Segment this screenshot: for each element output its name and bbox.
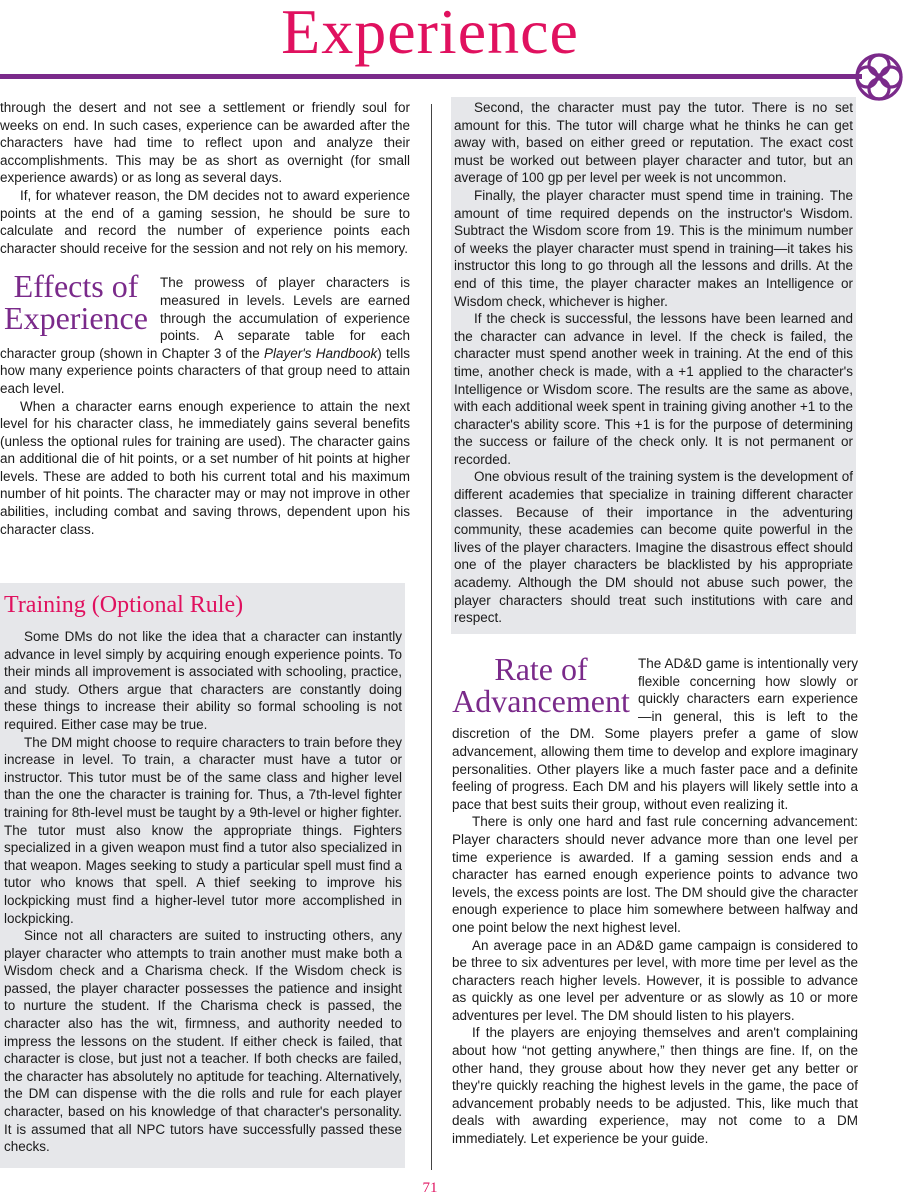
paragraph: There is only one hard and fast rule concerning advancement: Player characters should never advance more than one level per time experience is awarded. If a gaming session ends and a character has earned enough experience points to advance two levels, the excess points are lost. The DM should give the character enough experience to place him somewhere between halfway and one point below the next highest level. — [452, 814, 858, 935]
paragraph: If, for whatever reason, the DM decides not to award experience points at the end of a gaming session, he should be sure to calculate and record the number of experience points each character should receive for the session and not rely on his memory. — [0, 187, 410, 256]
paragraph: The prowess of player characters is measured in levels. Levels are earned through the accumulation of experience points. A separate table for each character group (shown in Chapter 3 of the Player's Handbook) tells how many experience points characters of that group need to attain each level. — [0, 275, 410, 396]
paragraph: If the players are enjoying themselves and aren't complaining about how “not getting anywhere,” then things are fine. If, on the other hand, they grouse about how they never get any better or they're quickly reaching the highest levels in the game, the pace of advancement probably needs to be adjusted. This, like much that deals with awarding experience, may not come to a DM immediately. Let experience be your guide. — [452, 1025, 858, 1147]
paragraph: The DM might choose to require characters to train before they increase in level. To train, a character must have a tutor or instructor. This tutor must be of the same class and higher level than the one the character is training for. Thus, a 7th-level fighter training for 8th-level must be taught by a 9th-level or higher fighter. The tutor must also know the appropriate things. Fighters specialized in a given weapon must find a tutor also specialized in that weapon. Mages seeking to study a particular spell must find a tutor who knows that spell. A thief seeking to improve his lockpicking must find a higher-level tutor more accomplished in lockpicking. — [4, 734, 402, 926]
paragraph: Since not all characters are suited to instructing others, any player character who attempts to train another must make both a Wisdom check and a Charisma check. If the Wisdom check is passed, the player character possesses the patience and insight to nurture the student. If the Charisma check is passed, the character also has the wit, firmness, and authority needed to impress the lessons on the student. If either check is failed, that character is close, but just not a teacher. If both checks are failed, the character has absolutely no aptitude for teaching. Alternatively, the DM can dispense with the die rolls and rule for each player character, based on his knowledge of that character's personality. It is assumed that all NPC tutors have successfully passed these checks. — [4, 928, 402, 1155]
section-heading-rate: Rate of Advancement — [452, 651, 630, 719]
paragraph: Second, the character must pay the tutor. There is no set amount for this. The tutor will charge what he thinks he can get away with, based on either greed or reputation. The exact cost must be worked out between player character and tutor, but an average of 100 gp per level per week is not uncommon. — [454, 100, 853, 186]
paragraph: Finally, the player character must spend time in training. The amount of time required depends on the instructor's Wisdom. Subtract the Wisdom score from 19. This is the minimum number of weeks the player character must spend in training—it takes his instructor this long to go through all the lessons and drills. At the end of this time, the player character makes an Intelligence or Wisdom check, whichever is higher. — [454, 187, 853, 309]
column-divider — [431, 104, 432, 1170]
section-heading-effects: Effects of Experience — [4, 268, 148, 337]
training-text — [4, 628, 402, 1156]
book-title: Player's Handbook — [263, 345, 378, 361]
paragraph: When a character earns enough experience to attain the next level for his character class, he immediately gains several benefits (unless the optional rules for training are used). The character gains an additional die of hit points, or a set number of hit points at higher levels. These are added to both his current total and his maximum number of hit points. The character may or may not improve in other abilities, including combat and saving throws, dependent upon his character class. — [0, 398, 410, 537]
left-column — [0, 99, 410, 538]
paragraph: The AD&D game is intentionally very flexible concerning how slowly or quickly characters earn experience—in general, this is left to the discretion of the DM. Some players prefer a game of slow advancement, allowing them time to develop and explore imaginary personalities. Other players like a much faster pace and a definite feeling of progress. Each DM and his players will likely settle into a pace that best suits their group, without even realizing it. — [452, 656, 858, 812]
celtic-knot-icon — [852, 50, 906, 104]
paragraph: Some DMs do not like the idea that a character can instantly advance in level simply by acquiring enough experience points. To their minds all improvement is associated with schooling, practice, and study. Others argue that characters are constantly doing these things to increase their ability so formal schooling is not required. Either case may be true. — [4, 629, 402, 732]
paragraph: through the desert and not see a settlement or friendly soul for weeks on end. In such cases, experience can be awarded after the characters have had time to reflect upon and analyze their accomplishments. This may be as short as overnight (for small experience awards) or as long as several days. — [0, 100, 410, 186]
section-heading-training: Training (Optional Rule) — [4, 592, 244, 618]
paragraph: If the check is successful, the lessons have been learned and the character can advance in level. If the check is failed, the character must spend another week in training. At the end of this time, another check is made, with a +1 applied to the character's Intelligence or Wisdom score. The results are the same as above, with each additional week spent in training giving another +1 to the character's ability score. This +1 is for the purpose of determining the success or failure of the check only. It is not permanent or recorded. — [454, 311, 853, 467]
paragraph: An average pace in an AD&D game campaign is considered to be three to six adventures per level, with more time per level as the characters reach higher levels. However, it is possible to advance as quickly as one level per adventure or as slowly as 10 or more adventures per level. The DM should listen to his players. — [452, 937, 858, 1023]
paragraph: One obvious result of the training system is the development of different academies that specialize in training different character classes. Because of their importance in the adventuring community, these academies can become quite powerful in the lives of the player characters. Imagine the disastrous effect should one of the player characters be blacklisted by his appropriate academy. Although the DM should not abuse such power, the player characters should treat such institutions with care and respect. — [454, 469, 853, 626]
page-number: 71 — [422, 1180, 438, 1196]
training-continued-text — [454, 99, 853, 627]
rate-section — [452, 651, 858, 1148]
page-title: Experience — [281, 0, 579, 67]
header-rule — [0, 74, 862, 79]
